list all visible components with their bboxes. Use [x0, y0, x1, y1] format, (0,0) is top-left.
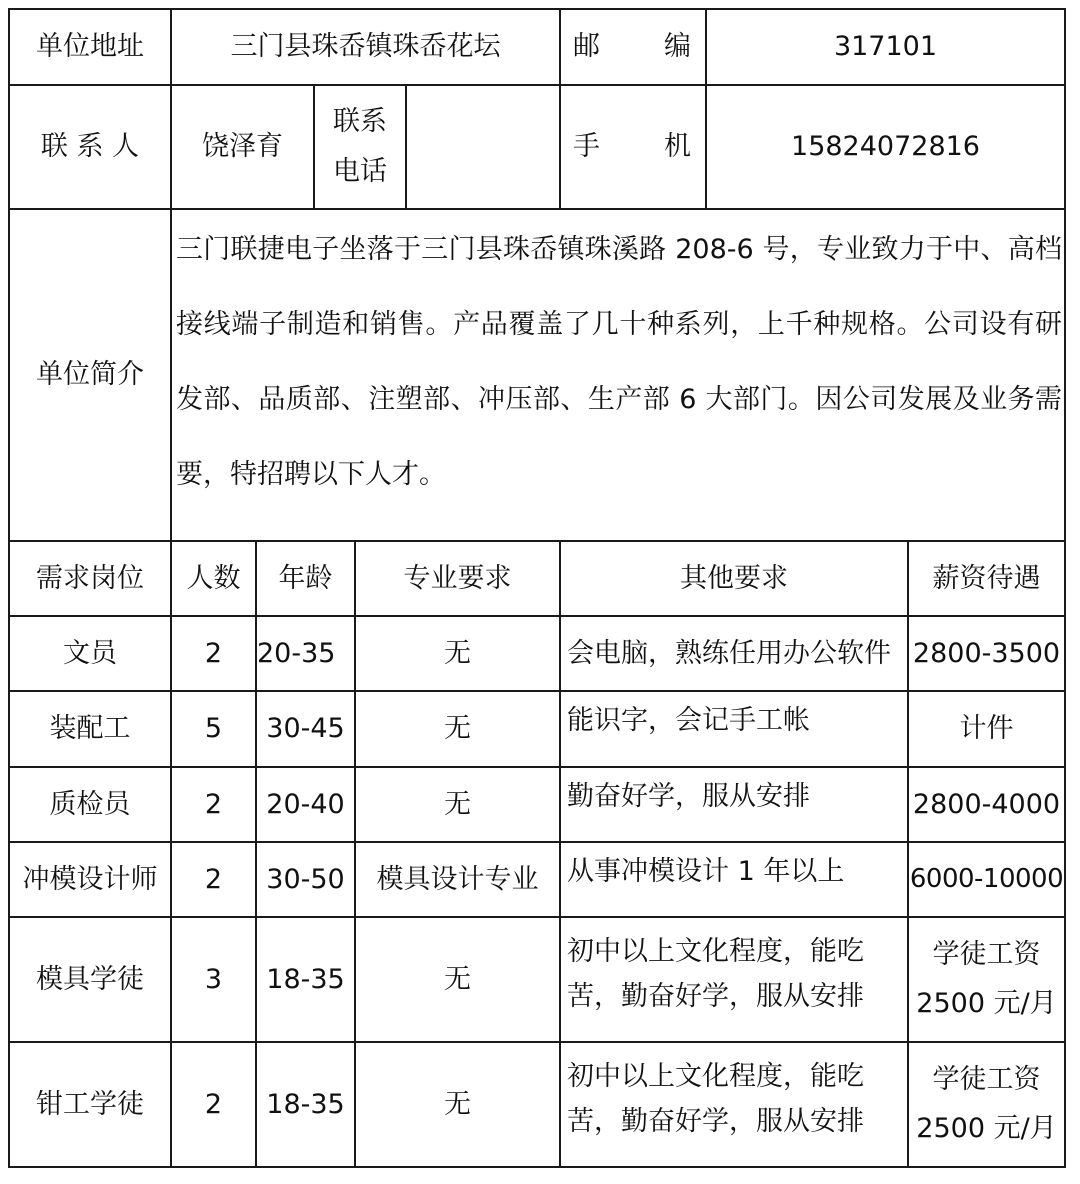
job-other: 初中以上文化程度，能吃苦，勤奋好学，服从安排 — [567, 1061, 864, 1137]
job-position: 冲模设计师 — [22, 863, 158, 895]
job-salary: 计件 — [959, 713, 1014, 745]
mobile-value: 15824072816 — [791, 131, 980, 163]
header-other: 其他要求 — [680, 562, 788, 594]
job-other: 会电脑，熟练任用办公软件 — [567, 637, 891, 669]
job-age: 20-35 — [257, 637, 336, 669]
mobile-label-part: 机 — [664, 131, 691, 163]
job-position: 钳工学徒 — [36, 1088, 144, 1120]
job-major: 无 — [444, 963, 471, 995]
header-position: 需求岗位 — [36, 562, 144, 594]
job-count: 5 — [204, 713, 223, 745]
job-age: 30-45 — [266, 713, 345, 745]
header-age: 年龄 — [278, 562, 333, 594]
job-count: 2 — [204, 788, 223, 820]
zip-label — [561, 10, 705, 84]
job-salary: 学徒工资 2500 元/月 — [916, 938, 1057, 1019]
job-count: 3 — [204, 963, 223, 995]
mobile-label-part: 手 — [573, 131, 600, 163]
grid-line — [1064, 8, 1066, 1168]
job-other: 能识字，会记手工帐 — [567, 705, 810, 736]
job-age: 20-40 — [266, 788, 345, 820]
job-major: 无 — [444, 713, 471, 745]
phone-label-part: 联系 — [333, 106, 387, 138]
job-count: 2 — [204, 863, 223, 895]
intro-label: 单位简介 — [36, 359, 144, 391]
zip-value: 317101 — [833, 31, 938, 63]
header-count: 人数 — [186, 562, 241, 594]
job-salary: 学徒工资 2500 元/月 — [916, 1063, 1057, 1144]
zip-label-part: 编 — [664, 31, 691, 63]
job-age: 30-50 — [266, 863, 345, 895]
job-salary: 6000-10000 — [909, 864, 1064, 895]
mobile-label — [561, 86, 705, 208]
job-position: 装配工 — [49, 713, 131, 745]
job-count: 2 — [204, 1088, 223, 1120]
job-position: 模具学徒 — [36, 963, 144, 995]
job-major: 无 — [444, 788, 471, 820]
job-age: 18-35 — [266, 1088, 345, 1120]
header-major: 专业要求 — [403, 562, 512, 594]
address-value: 三门县珠岙镇珠岙花坛 — [230, 31, 501, 63]
job-other: 勤奋好学，服从安排 — [567, 781, 810, 812]
job-major: 无 — [444, 637, 471, 669]
contact-value: 饶泽育 — [202, 131, 283, 163]
header-salary: 薪资待遇 — [932, 562, 1041, 594]
job-salary: 2800-4000 — [912, 788, 1061, 820]
job-other: 从事冲模设计 1 年以上 — [567, 856, 845, 887]
job-other: 初中以上文化程度，能吃苦，勤奋好学，服从安排 — [567, 936, 864, 1012]
phone-label — [315, 86, 405, 208]
job-position: 质检员 — [49, 788, 131, 820]
intro-text: 三门联捷电子坐落于三门县珠岙镇珠溪路 208-6 号，专业致力于中、高档接线端子制造和销售。产品覆盖了几十种系列，上千种规格。公司设有研发部、品质部、注塑部、冲压部、生产部 6 大部门。因公司发展及业务需要，特招聘以下人才。 — [176, 234, 1062, 490]
job-position: 文员 — [63, 637, 117, 669]
zip-label-part: 邮 — [573, 31, 600, 63]
contact-label: 联 系 人 — [40, 131, 140, 163]
phone-label-part: 电话 — [333, 156, 387, 187]
job-count: 2 — [204, 637, 223, 669]
address-label: 单位地址 — [36, 31, 144, 63]
job-age: 18-35 — [266, 963, 345, 995]
phone-value — [407, 86, 559, 208]
job-major: 模具设计专业 — [376, 863, 539, 895]
job-major: 无 — [444, 1088, 471, 1120]
job-salary: 2800-3500 — [912, 637, 1061, 669]
